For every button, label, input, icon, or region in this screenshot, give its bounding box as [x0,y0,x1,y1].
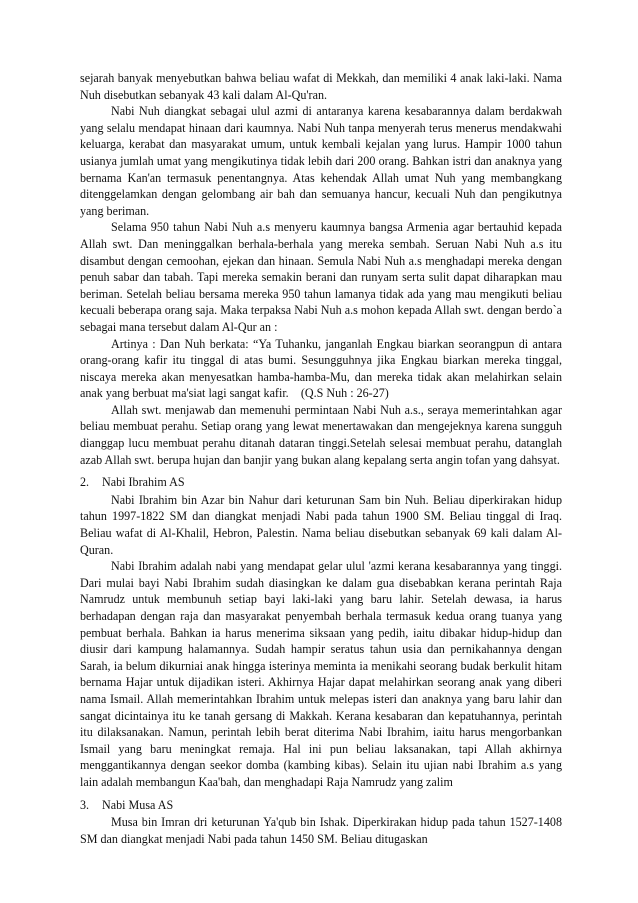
paragraph-ibrahim-trials: Nabi Ibrahim adalah nabi yang mendapat gelar ulul 'azmi kerana kesabarannya yang tinggi. Dari mulai bayi Nabi Ibrahim sudah diasingkan ke dalam gua disebabkan kerana perintah Raja Namrudz untuk membunuh setiap bayi laki-laki yang baru lahir. Setelah dewasa, ia harus berhadapan dengan raja dan masyarakat penyembah berhala termasuk kedua orang tuanya yang pembuat berhala. Bahkan ia harus menerima siksaan yang pedih, iaitu dibakar hidup-hidup dan diusir dari kampung halamannya. Sudah hampir seratus tahun usia dan pernikahannya dengan Sarah, ia belum dikurniai anak hingga isterinya meminta ia menikahi seorang budak berkulit hitam bernama Hajar untuk dijadikan isteri. Akhirnya Hajar dapat melahirkan seorang anak yang diberi nama Ismail. Allah memerintahkan Ibrahim untuk melepas isteri dan anaknya yang baru lahir dan sangat dicintainya itu ke tanah gersang di Makkah. Kerana kesabaran dan kepatuhannya, perintah itu dilaksanakan. Namun, perintah lebih berat diterima Nabi Ibrahim, iaitu harus mengorbankan Ismail yang baru meningkat remaja. Hal ini pun beliau laksanakan, tapi Allah akhirnya menggantikannya dengan seekor domba (kambing kibas). Selain itu ujian nabi Ibrahim a.s yang lain adalah membangun Kaa'bah, dan menghadapi Raja Namrudz yang zalim [80,559,562,789]
section-title: Nabi Ibrahim AS [102,475,185,490]
paragraph-nuh-ulul-azmi: Nabi Nuh diangkat sebagai ulul azmi di antaranya karena kesabarannya dalam berdakwah yang selalu mendapat hinaan dari kaumnya. Nabi Nuh tanpa menyerah terus menerus mendakwahi keluarga, kerabat dan masyarakat umum, untuk kembali kejalan yang lurus. Hampir 1000 tahun usianya jumlah umat yang mengikutinya tidak lebih dari 200 orang. Bahkan istri dan anaknya yang bernama Kan'an termasuk penentangnya. Atas kehendak Allah umat Nuh yang membangkang ditenggelamkan dengan gelombang air bah dan semuanya hancur, kecuali Nuh dan pengikutnya yang beriman. [80,104,562,218]
section-title: Nabi Musa AS [102,797,174,812]
section-number: 2. [80,475,90,490]
quote-reference: (Q.S Nuh : 26-27) [300,386,389,401]
paragraph-continuation: sejarah banyak menyebutkan bahwa beliau wafat di Mekkah, dan memiliki 4 anak laki-laki. Nama Nuh disebutkan sebanyak 43 kali dalam Al-Qu'ran. [80,71,562,102]
paragraph-nuh-ark: Allah swt. menjawab dan memenuhi permintaan Nabi Nuh a.s., seraya memerintahkan agar beliau membuat perahu. Setiap orang yang lewat menertawakan dan mengejeknya karena sungguh dianggap lucu membuat perahu ditanah dataran tinggi.Setelah selesai membuat perahu, datanglah azab Allah swt. berupa hujan dan banjir yang bukan alang kepalang serta angin tofan yang dahsyat. [80,402,562,467]
paragraph-quote-translation [80,336,562,402]
document-page [80,70,562,847]
quote-text: Artinya : Dan Nuh berkata: “Ya Tuhanku, janganlah Engkau biarkan seorangpun di antara orang-orang kafir itu tinggal di atas bumi. Sesungguhnya jika Engkau biarkan mereka tinggal, niscaya mereka akan menyesatkan hamba-hamba-Mu, dan mereka tidak akan melahirkan selain anak yang berbuat ma'siat lagi sangat kafir. [80,336,562,401]
paragraph-ibrahim-intro: Nabi Ibrahim bin Azar bin Nahur dari keturunan Sam bin Nuh. Beliau diperkirakan hidup tahun 1997-1822 SM dan diangkat menjadi Nabi pada tahun 1900 SM. Beliau tinggal di Iraq. Beliau wafat di Al-Khalil, Hebron, Palestin. Nama beliau disebutkan sebanyak 69 kali dalam Al-Quran. [80,492,562,557]
paragraph-nuh-950-years: Selama 950 tahun Nabi Nuh a.s menyeru kaumnya bangsa Armenia agar bertauhid kepada Allah swt. Dan meninggalkan berhala-berhala yang mereka sembah. Seruan Nabi Nuh a.s itu disambut dengan cemoohan, ejekan dan hinaan. Semula Nabi Nuh a.s menghadapi mereka dengan penuh sabar dan tabah. Tapi mereka semakin berani dan runyam serta sulit dapat diharapkan mau beriman. Setelah beliau bersama mereka 950 tahun lamanya tidak ada yang mau mengikuti beliau kecuali beberapa orang saja. Maka terpaksa Nabi Nuh a.s mohon kepada Allah swt. dengan berdo`a sebagai mana tersebut dalam Al-Qur an : [80,220,562,334]
section-number: 3. [80,797,90,812]
section-heading-ibrahim [80,474,562,491]
paragraph-musa-intro: Musa bin Imran dri keturunan Ya'qub bin Ishak. Diperkirakan hidup pada tahun 1527-1408 SM dan diangkat menjadi Nabi pada tahun 1450 SM. Beliau ditugaskan [80,815,562,846]
section-heading-musa [80,797,562,814]
